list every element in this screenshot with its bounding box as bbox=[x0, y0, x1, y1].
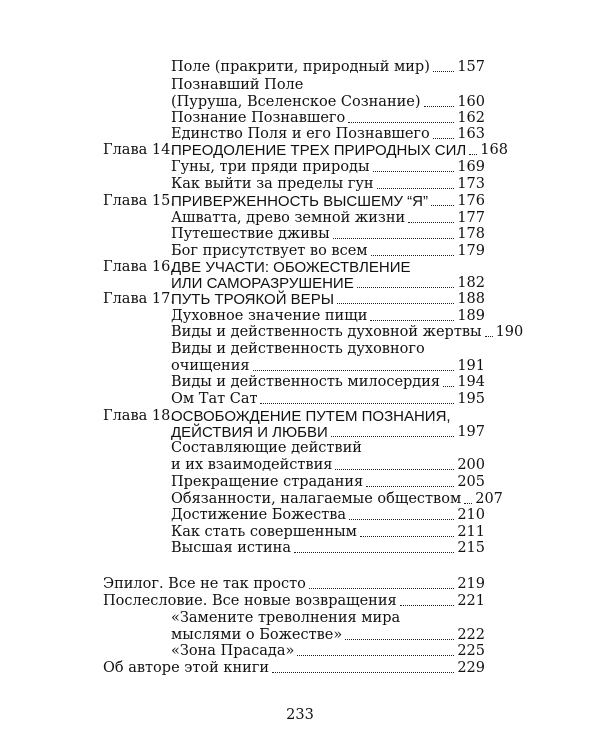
toc-entry-page: 169 bbox=[457, 159, 485, 175]
toc-entry-page: 190 bbox=[495, 324, 524, 340]
dot-leader bbox=[272, 672, 454, 673]
toc-entry-title: Как стать совершенным bbox=[171, 524, 357, 540]
toc-entry-title: Поле (пракрити, природный мир) bbox=[171, 59, 430, 75]
dot-leader bbox=[373, 171, 455, 172]
toc-entry[interactable] bbox=[171, 627, 485, 644]
toc-entry[interactable] bbox=[171, 243, 485, 260]
toc-entry[interactable] bbox=[171, 142, 508, 159]
toc-entry-page: 219 bbox=[457, 576, 485, 592]
toc-entry-page: 200 bbox=[457, 457, 485, 473]
toc-entry[interactable] bbox=[171, 507, 485, 524]
toc-entry-title: Послесловие. Все новые возвращения bbox=[103, 593, 397, 609]
dot-leader bbox=[260, 403, 454, 404]
toc-entry[interactable] bbox=[171, 524, 485, 541]
toc-entry-title: ДЕЙСТВИЯ И ЛЮБВИ bbox=[171, 424, 328, 441]
toc-entry[interactable] bbox=[171, 457, 485, 474]
toc-entry-title: очищения bbox=[171, 358, 250, 374]
dot-leader bbox=[469, 154, 477, 155]
toc-entry[interactable] bbox=[171, 126, 485, 143]
toc-entry[interactable] bbox=[171, 491, 503, 508]
toc-entry-page: 179 bbox=[457, 243, 485, 259]
toc-entry-title: Виды и действенность духовного bbox=[171, 341, 425, 357]
toc-entry-title: Гуны, три пряди природы bbox=[171, 159, 370, 175]
dot-leader bbox=[433, 71, 454, 72]
toc-entry-title: Ашватта, древо земной жизни bbox=[171, 210, 406, 226]
toc-entry-title: Ом Тат Сат bbox=[171, 391, 258, 407]
toc-entry-title: Познавший Поле bbox=[171, 77, 304, 93]
toc-entry-page: 189 bbox=[457, 308, 485, 324]
dot-leader bbox=[309, 588, 454, 589]
toc-entry[interactable] bbox=[171, 275, 485, 292]
toc-entry[interactable] bbox=[103, 593, 485, 610]
toc-entry-title: Достижение Божества bbox=[171, 507, 347, 523]
dot-leader bbox=[485, 336, 493, 337]
toc-entry-title: Виды и действенность милосердия bbox=[171, 374, 441, 390]
toc-entry-page: 221 bbox=[457, 593, 485, 609]
chapter-prefix: Глава 18. bbox=[103, 408, 175, 424]
toc-entry-page: 182 bbox=[457, 275, 485, 291]
dot-leader bbox=[348, 122, 454, 123]
toc-entry-title: Познание Познавшего bbox=[171, 110, 346, 126]
toc-entry[interactable] bbox=[171, 540, 485, 557]
toc-entry-page: 194 bbox=[457, 374, 485, 390]
toc-entry-page: 176 bbox=[457, 193, 485, 209]
toc-entry-title: Обязанности, налагаемые обществом bbox=[171, 491, 462, 507]
dot-leader bbox=[400, 605, 455, 606]
toc-entry-page: 163 bbox=[457, 126, 485, 142]
toc-entry-page: 168 bbox=[480, 142, 508, 158]
dot-leader bbox=[377, 188, 455, 189]
toc-entry-title: Высшая истина bbox=[171, 540, 291, 556]
dot-leader bbox=[464, 503, 472, 504]
toc-entry[interactable] bbox=[171, 391, 485, 408]
toc-entry-page: 188 bbox=[457, 291, 485, 307]
toc-entry-title: Путешествие дживы bbox=[171, 226, 330, 242]
toc-entry[interactable] bbox=[103, 576, 485, 593]
toc-entry-title: ПУТЬ ТРОЯКОЙ ВЕРЫ bbox=[171, 291, 334, 308]
toc-entry-title: Об авторе этой книги bbox=[103, 660, 270, 676]
toc-entry-page: 210 bbox=[457, 507, 485, 523]
dot-leader bbox=[370, 320, 454, 321]
toc-entry-title: Виды и действенность духовной жертвы bbox=[171, 324, 482, 340]
toc-entry[interactable] bbox=[171, 643, 485, 660]
toc-entry[interactable] bbox=[171, 308, 485, 325]
dot-leader bbox=[357, 287, 455, 288]
toc-entry-title: ИЛИ САМОРАЗРУШЕНИЕ bbox=[171, 275, 354, 292]
toc-entry-page: 211 bbox=[457, 524, 485, 540]
toc-entry-page: 160 bbox=[457, 94, 485, 110]
toc-entry-page: 177 bbox=[457, 210, 485, 226]
toc-entry[interactable] bbox=[171, 424, 485, 441]
toc-entry[interactable] bbox=[171, 59, 485, 76]
toc-entry-title: мыслями о Божестве» bbox=[171, 627, 343, 643]
toc-entry-title: Составляющие действий bbox=[171, 440, 362, 456]
toc-entry[interactable] bbox=[103, 660, 485, 677]
toc-entry-title: Духовное значение пищи bbox=[171, 308, 368, 324]
toc-entry-page: 225 bbox=[457, 643, 485, 659]
chapter-prefix: Глава 17. bbox=[103, 291, 175, 307]
dot-leader bbox=[360, 536, 454, 537]
toc-entry-page: 207 bbox=[475, 491, 503, 507]
dot-leader bbox=[253, 370, 455, 371]
toc-entry-page: 162 bbox=[457, 110, 485, 126]
chapter-prefix: Глава 15. bbox=[103, 193, 175, 209]
chapter-prefix: Глава 14. bbox=[103, 142, 175, 158]
toc-entry-title: ПРЕОДОЛЕНИЕ ТРЕХ ПРИРОДНЫХ СИЛ bbox=[171, 142, 467, 159]
dot-leader bbox=[371, 255, 455, 256]
dot-leader bbox=[443, 386, 454, 387]
dot-leader bbox=[337, 303, 454, 304]
toc-entry-title: Как выйти за пределы гун bbox=[171, 176, 374, 192]
toc-entry-title: Единство Поля и его Познавшего bbox=[171, 126, 430, 142]
chapter-prefix: Глава 16. bbox=[103, 259, 175, 275]
toc-entry-page: 157 bbox=[457, 59, 485, 75]
toc-entry[interactable] bbox=[171, 193, 485, 210]
toc-entry-title: Бог присутствует во всем bbox=[171, 243, 368, 259]
dot-leader bbox=[333, 238, 455, 239]
toc-entry[interactable] bbox=[171, 110, 485, 127]
dot-leader bbox=[331, 436, 455, 437]
page-number: 233 bbox=[286, 707, 314, 723]
toc-entry-title: и их взаимодействия bbox=[171, 457, 333, 473]
toc-entry-page: 197 bbox=[457, 424, 485, 440]
toc-entry[interactable] bbox=[171, 94, 485, 111]
dot-leader bbox=[297, 655, 454, 656]
toc-entry-title: (Пуруша, Вселенское Сознание) bbox=[171, 94, 421, 110]
toc-entry-title: «Зона Прасада» bbox=[171, 643, 295, 659]
dot-leader bbox=[431, 205, 454, 206]
toc-entry-title: ОСВОБОЖДЕНИЕ ПУТЕМ ПОЗНАНИЯ, bbox=[171, 408, 451, 425]
toc-entry-page: 205 bbox=[457, 474, 485, 490]
toc-entry-title: «Замените треволнения мира bbox=[171, 610, 401, 626]
toc-entry[interactable] bbox=[171, 358, 485, 375]
toc-entry-page: 195 bbox=[457, 391, 485, 407]
toc-entry-page: 229 bbox=[457, 660, 485, 676]
toc-entry-page: 178 bbox=[457, 226, 485, 242]
toc-entry[interactable] bbox=[171, 291, 485, 308]
toc-entry-title: ПРИВЕРЖЕННОСТЬ ВЫСШЕМУ “Я” bbox=[171, 193, 428, 210]
toc-entry[interactable] bbox=[171, 374, 485, 391]
toc-entry-title: Эпилог. Все не так просто bbox=[103, 576, 306, 592]
toc-entry[interactable] bbox=[171, 159, 485, 176]
toc-entry[interactable] bbox=[171, 474, 485, 491]
toc-entry-page: 173 bbox=[457, 176, 485, 192]
toc-entry[interactable] bbox=[171, 176, 485, 193]
toc-entry[interactable] bbox=[171, 210, 485, 227]
dot-leader bbox=[424, 106, 455, 107]
toc-entry-page: 191 bbox=[457, 358, 485, 374]
dot-leader bbox=[349, 519, 454, 520]
toc-entry-page: 215 bbox=[457, 540, 485, 556]
toc-entry-page: 222 bbox=[457, 627, 485, 643]
toc-entry[interactable] bbox=[171, 324, 524, 341]
toc-entry-title: Прекращение страдания bbox=[171, 474, 364, 490]
toc-entry-title: ДВЕ УЧАСТИ: ОБОЖЕСТВЛЕНИЕ bbox=[171, 259, 411, 276]
dot-leader bbox=[335, 469, 454, 470]
dot-leader bbox=[433, 138, 455, 139]
toc-entry[interactable] bbox=[171, 226, 485, 243]
dot-leader bbox=[294, 552, 454, 553]
dot-leader bbox=[345, 639, 454, 640]
dot-leader bbox=[366, 486, 454, 487]
dot-leader bbox=[408, 222, 454, 223]
